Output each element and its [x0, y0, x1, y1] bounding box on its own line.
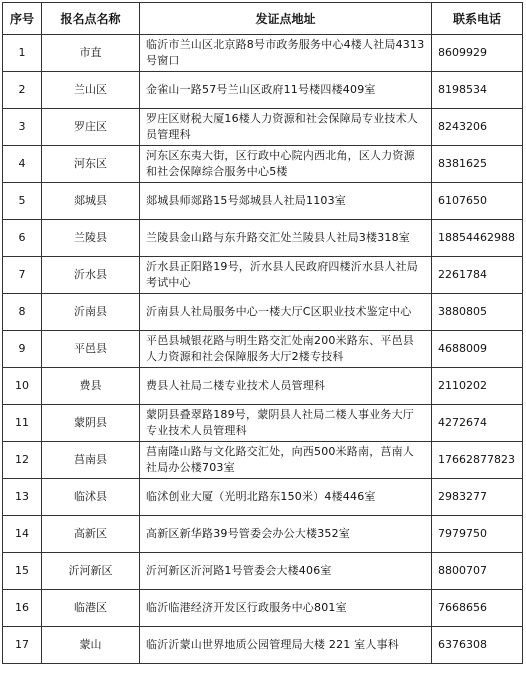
table-row [3, 368, 523, 405]
row-address: 郯城县师郯路15号郯城县人社局1103室 [140, 183, 432, 220]
row-serial-number: 5 [3, 183, 42, 220]
row-phone: 6376308 [432, 627, 523, 664]
row-address: 平邑县城银花路与明生路交汇处南200米路东、平邑县人力资源和社会保障服务大厅2楼专技科 [140, 331, 432, 368]
row-serial-number: 8 [3, 294, 42, 331]
table-row [3, 146, 523, 183]
table-row [3, 220, 523, 257]
row-office-name: 临港区 [42, 590, 140, 627]
row-phone: 8198534 [432, 72, 523, 109]
row-office-name: 蒙山 [42, 627, 140, 664]
row-serial-number: 15 [3, 553, 42, 590]
certificate-office-table [2, 2, 523, 664]
row-address: 临沂沂蒙山世界地质公园管理局大楼 221 室人事科 [140, 627, 432, 664]
row-serial-number: 2 [3, 72, 42, 109]
row-phone: 6107650 [432, 183, 523, 220]
row-office-name: 兰山区 [42, 72, 140, 109]
table-row [3, 294, 523, 331]
header-office-name: 报名点名称 [42, 3, 140, 35]
row-serial-number: 4 [3, 146, 42, 183]
header-serial-number: 序号 [3, 3, 42, 35]
row-office-name: 沂河新区 [42, 553, 140, 590]
row-office-name: 市直 [42, 35, 140, 72]
row-address: 临沭创业大厦（光明北路东150米）4楼446室 [140, 479, 432, 516]
table-row [3, 479, 523, 516]
row-serial-number: 14 [3, 516, 42, 553]
row-address: 沂水县正阳路19号，沂水县人民政府四楼沂水县人社局考试中心 [140, 257, 432, 294]
row-office-name: 费县 [42, 368, 140, 405]
row-serial-number: 9 [3, 331, 42, 368]
table-row [3, 590, 523, 627]
row-address: 河东区东夷大街，区行政中心院内西北角，区人力资源和社会保障综合服务中心5楼 [140, 146, 432, 183]
table-row [3, 442, 523, 479]
row-serial-number: 13 [3, 479, 42, 516]
row-phone: 7979750 [432, 516, 523, 553]
row-serial-number: 11 [3, 405, 42, 442]
row-office-name: 罗庄区 [42, 109, 140, 146]
row-office-name: 郯城县 [42, 183, 140, 220]
row-address: 沂南县人社局服务中心一楼大厅C区职业技术鉴定中心 [140, 294, 432, 331]
table-row [3, 553, 523, 590]
row-serial-number: 16 [3, 590, 42, 627]
row-serial-number: 12 [3, 442, 42, 479]
table-row [3, 516, 523, 553]
table-body [3, 35, 523, 664]
row-phone: 4688009 [432, 331, 523, 368]
table-row [3, 405, 523, 442]
row-serial-number: 17 [3, 627, 42, 664]
row-serial-number: 3 [3, 109, 42, 146]
row-address: 莒南隆山路与文化路交汇处，向西500米路南，莒南人社局办公楼703室 [140, 442, 432, 479]
row-address: 临沂临港经济开发区行政服务中心801室 [140, 590, 432, 627]
table-row [3, 627, 523, 664]
row-office-name: 高新区 [42, 516, 140, 553]
row-office-name: 蒙阴县 [42, 405, 140, 442]
row-office-name: 沂南县 [42, 294, 140, 331]
row-phone: 2110202 [432, 368, 523, 405]
row-address: 沂河新区沂河路1号管委会大楼406室 [140, 553, 432, 590]
row-serial-number: 1 [3, 35, 42, 72]
table-row [3, 109, 523, 146]
table-header [3, 3, 523, 35]
row-phone: 4272674 [432, 405, 523, 442]
row-office-name: 临沭县 [42, 479, 140, 516]
row-serial-number: 7 [3, 257, 42, 294]
row-phone: 8381625 [432, 146, 523, 183]
header-row [3, 3, 523, 35]
header-phone: 联系电话 [432, 3, 523, 35]
table-row [3, 257, 523, 294]
row-address: 蒙阴县叠翠路189号，蒙阴县人社局二楼人事业务大厅专业技术人员管理科 [140, 405, 432, 442]
row-phone: 8800707 [432, 553, 523, 590]
row-phone: 8609929 [432, 35, 523, 72]
row-address: 金雀山一路57号兰山区政府11号楼四楼409室 [140, 72, 432, 109]
row-phone: 7668656 [432, 590, 523, 627]
table-row [3, 35, 523, 72]
table-row [3, 331, 523, 368]
row-office-name: 平邑县 [42, 331, 140, 368]
row-address: 兰陵县金山路与东升路交汇处兰陵县人社局3楼318室 [140, 220, 432, 257]
table-row [3, 72, 523, 109]
row-phone: 17662877823 [432, 442, 523, 479]
row-address: 罗庄区财税大厦16楼人力资源和社会保障局专业技术人员管理科 [140, 109, 432, 146]
row-phone: 18854462988 [432, 220, 523, 257]
row-address: 临沂市兰山区北京路8号市政务服务中心4楼人社局4313号窗口 [140, 35, 432, 72]
row-address: 费县人社局二楼专业技术人员管理科 [140, 368, 432, 405]
table-row [3, 183, 523, 220]
row-serial-number: 10 [3, 368, 42, 405]
row-phone: 2983277 [432, 479, 523, 516]
row-phone: 3880805 [432, 294, 523, 331]
row-serial-number: 6 [3, 220, 42, 257]
row-address: 高新区新华路39号管委会办公大楼352室 [140, 516, 432, 553]
row-phone: 8243206 [432, 109, 523, 146]
row-office-name: 沂水县 [42, 257, 140, 294]
row-office-name: 河东区 [42, 146, 140, 183]
row-office-name: 兰陵县 [42, 220, 140, 257]
header-address: 发证点地址 [140, 3, 432, 35]
row-office-name: 莒南县 [42, 442, 140, 479]
row-phone: 2261784 [432, 257, 523, 294]
